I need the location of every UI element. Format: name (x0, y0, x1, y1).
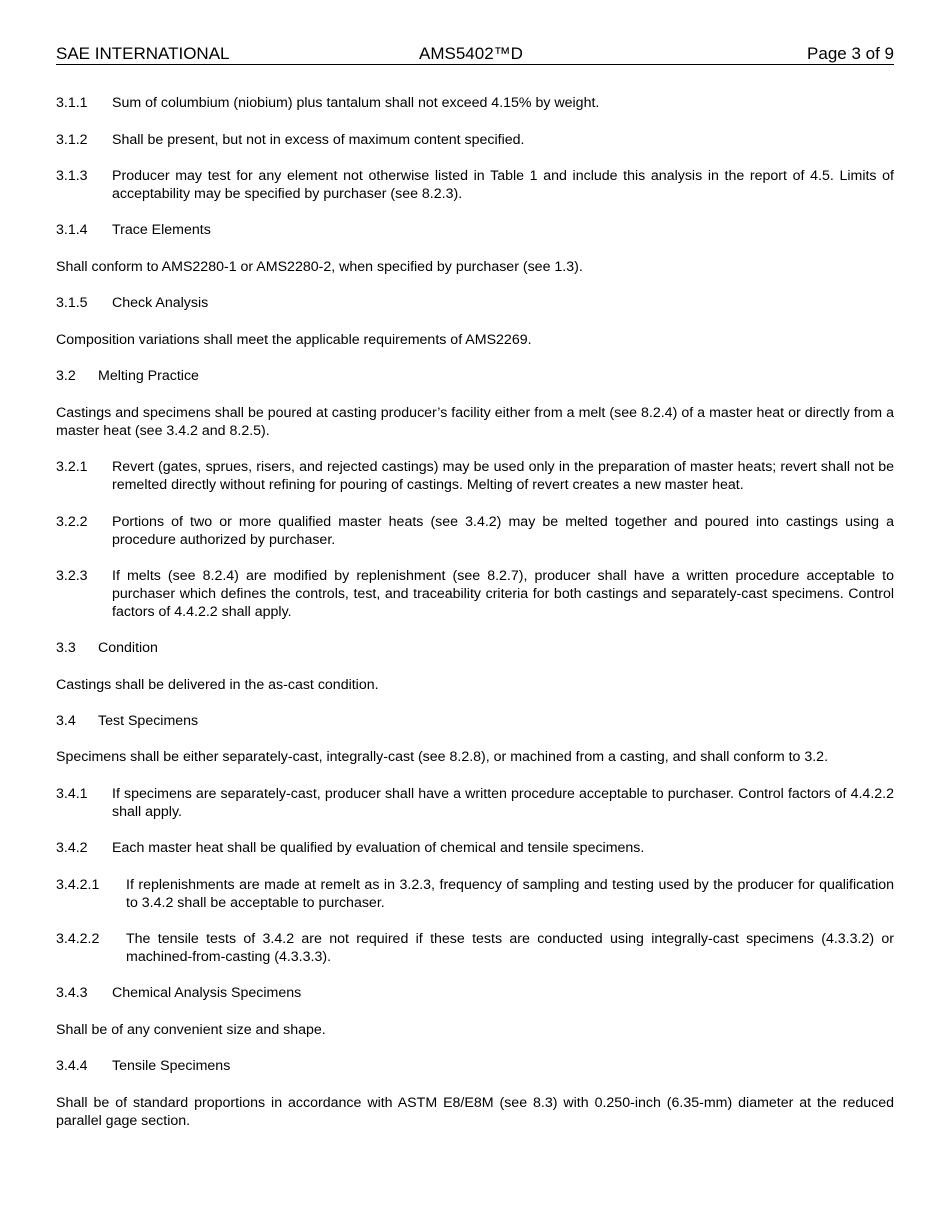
section-text: Producer may test for any element not otherwise listed in Table 1 and include this analysis in the report of 4.5. Limits of acceptability may be specified by purchaser (see 8.2.3). (112, 168, 894, 202)
paragraph-text: Shall be of standard proportions in accordance with ASTM E8/E8M (see 8.3) with 0.250-inch (6.35-mm) diameter at the reduced parallel gage section. (56, 1095, 894, 1129)
paragraph-text: Specimens shall be either separately-cast, integrally-cast (see 8.2.8), or machined from a casting, and shall conform to 3.2. (56, 749, 829, 765)
section-text: Sum of columbium (niobium) plus tantalum shall not exceed 4.15% by weight. (112, 95, 600, 111)
section-number: 3.4.2 (56, 840, 88, 856)
section-number: 3.4.3 (56, 985, 88, 1001)
section-text: If specimens are separately-cast, producer shall have a written procedure acceptable to purchaser. Control factors of 4.4.2.2 shall apply. (112, 786, 894, 820)
paragraph-text: Shall conform to AMS2280-1 or AMS2280-2, when specified by purchaser (see 1.3). (56, 259, 583, 275)
paragraph-text: Shall be of any convenient size and shape. (56, 1022, 326, 1038)
paragraph-text: Castings shall be delivered in the as-cast condition. (56, 677, 379, 693)
section-number: 3.4.4 (56, 1058, 88, 1074)
section-heading: Trace Elements (112, 222, 211, 238)
page-header (56, 44, 894, 65)
section-number: 3.4.1 (56, 786, 88, 802)
section-text: If replenishments are made at remelt as in 3.2.3, frequency of sampling and testing used by the producer for qualification to 3.4.2 shall be acceptable to purchaser. (126, 877, 894, 911)
header-organization: SAE INTERNATIONAL (56, 44, 230, 63)
section-text: Each master heat shall be qualified by evaluation of chemical and tensile specimens. (112, 840, 645, 856)
section-heading: Tensile Specimens (112, 1058, 231, 1074)
section-heading: Condition (98, 640, 158, 656)
section-text: The tensile tests of 3.4.2 are not required if these tests are conducted using integrally-cast specimens (4.3.3.2) or machined-from-casting (4.3.3.3). (126, 931, 894, 965)
header-page-number: Page 3 of 9 (807, 44, 894, 63)
section-number: 3.4.2.1 (56, 877, 100, 893)
section-heading: Melting Practice (98, 368, 199, 384)
section-text: Revert (gates, sprues, risers, and rejected castings) may be used only in the preparation of master heats; revert shall not be remelted directly without refining for pouring of castings. Melting of revert creates a new master heat. (112, 459, 894, 493)
section-number: 3.2.2 (56, 514, 88, 530)
section-number: 3.4 (56, 713, 76, 729)
section-text: Shall be present, but not in excess of maximum content specified. (112, 132, 525, 148)
section-number: 3.1.4 (56, 222, 88, 238)
section-text: Portions of two or more qualified master heats (see 3.4.2) may be melted together and poured into castings using a procedure authorized by purchaser. (112, 514, 894, 548)
section-number: 3.3 (56, 640, 76, 656)
section-heading: Test Specimens (98, 713, 199, 729)
section-number: 3.1.3 (56, 168, 88, 184)
paragraph-text: Castings and specimens shall be poured at casting producer’s facility either from a melt (see 8.2.4) of a master heat or directly from a master heat (see 3.4.2 and 8.2.5). (56, 405, 894, 439)
header-document-number: AMS5402™D (419, 44, 523, 63)
section-number: 3.2.3 (56, 568, 88, 584)
section-number: 3.1.1 (56, 95, 88, 111)
section-heading: Check Analysis (112, 295, 209, 311)
section-number: 3.4.2.2 (56, 931, 100, 947)
section-number: 3.1.2 (56, 132, 88, 148)
section-number: 3.2 (56, 368, 76, 384)
section-text: If melts (see 8.2.4) are modified by replenishment (see 8.2.7), producer shall have a written procedure acceptable to purchaser which defines the controls, test, and traceability criteria for both castings and separately-cast specimens. Control factors of 4.4.2.2 shall apply. (112, 568, 894, 620)
section-heading: Chemical Analysis Specimens (112, 985, 302, 1001)
section-number: 3.1.5 (56, 295, 88, 311)
section-number: 3.2.1 (56, 459, 88, 475)
paragraph-text: Composition variations shall meet the applicable requirements of AMS2269. (56, 332, 532, 348)
